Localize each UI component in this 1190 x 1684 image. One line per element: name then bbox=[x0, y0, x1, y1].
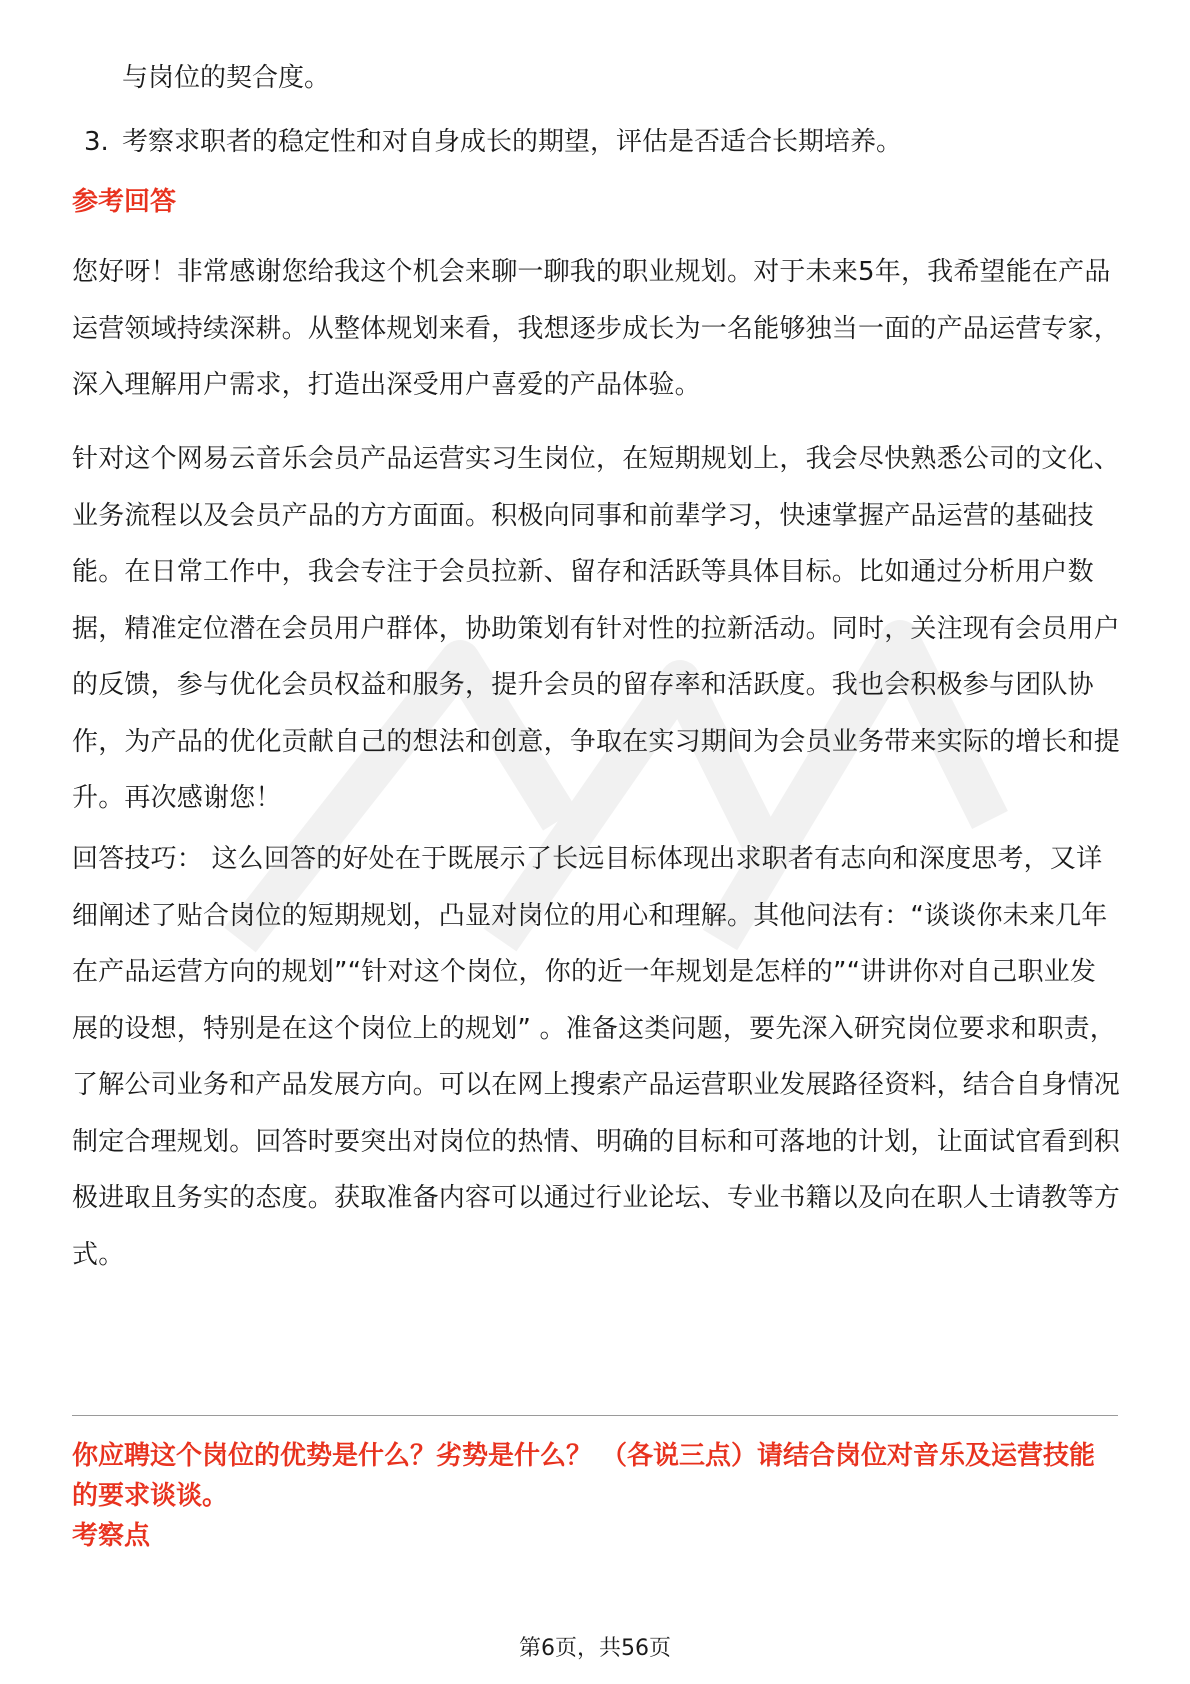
list-item-2-continuation: 与岗位的契合度。 bbox=[122, 63, 331, 93]
section-divider bbox=[72, 1415, 1118, 1416]
question-title: 你应聘这个岗位的优势是什么？劣势是什么？ （各说三点）请结合岗位对音乐及运营技能的要求谈谈。 bbox=[72, 1441, 1096, 1511]
answer-paragraph-2: 针对这个网易云音乐会员产品运营实习生岗位，在短期规划上，我会尽快熟悉公司的文化、业务流程以及会员产品的方方面面。积极向同事和前辈学习，快速掌握产品运营的基础技能。在日常工作中，我会专注于会员拉新、留存和活跃等具体目标。比如通过分析用户数据，精准定位潜在会员用户群体，协助策划有针对性的拉新活动。同时，关注现有会员用户的反馈，参与优化会员权益和服务，提升会员的留存率和活跃度。我也会积极参与团队协作，为产品的优化贡献自己的想法和创意，争取在实习期间为会员业务带来实际的增长和提升。再次感谢您！ bbox=[72, 444, 1121, 813]
list-item-3 bbox=[84, 122, 902, 162]
list-item-text: 考察求职者的稳定性和对自身成长的期望，评估是否适合长期培养。 bbox=[122, 127, 903, 157]
answer-heading: 参考回答 bbox=[72, 187, 177, 217]
answer-tips: 回答技巧： 这么回答的好处在于既展示了长远目标体现出求职者有志向和深度思考，又详细阐述了贴合岗位的短期规划，凸显对岗位的用心和理解。其他问法有：“谈谈你未来几年在产品运营方向的规划”“针对这个岗位，你的近一年规划是怎样的”“讲讲你对自己职业发展的设想，特别是在这个岗位上的规划” 。准备这类问题，要先深入研究岗位要求和职责，了解公司业务和产品发展方向。可以在网上搜索产品运营职业发展路径资料，结合自身情况制定合理规划。回答时要突出对岗位的热情、明确的目标和可落地的计划，让面试官看到积极进取且务实的态度。获取准备内容可以通过行业论坛、专业书籍以及向在职人士请教等方式。 bbox=[72, 844, 1121, 1270]
exam-point-heading: 考察点 bbox=[72, 1521, 151, 1551]
list-number: 3. bbox=[84, 127, 109, 157]
answer-paragraph-1: 您好呀！非常感谢您给我这个机会来聊一聊我的职业规划。对于未来5年，我希望能在产品运营领域持续深耕。从整体规划来看，我想逐步成长为一名能够独当一面的产品运营专家，深入理解用户需求，打造出深受用户喜爱的产品体验。 bbox=[72, 257, 1121, 400]
page-indicator: 第6页，共56页 bbox=[519, 1636, 671, 1661]
